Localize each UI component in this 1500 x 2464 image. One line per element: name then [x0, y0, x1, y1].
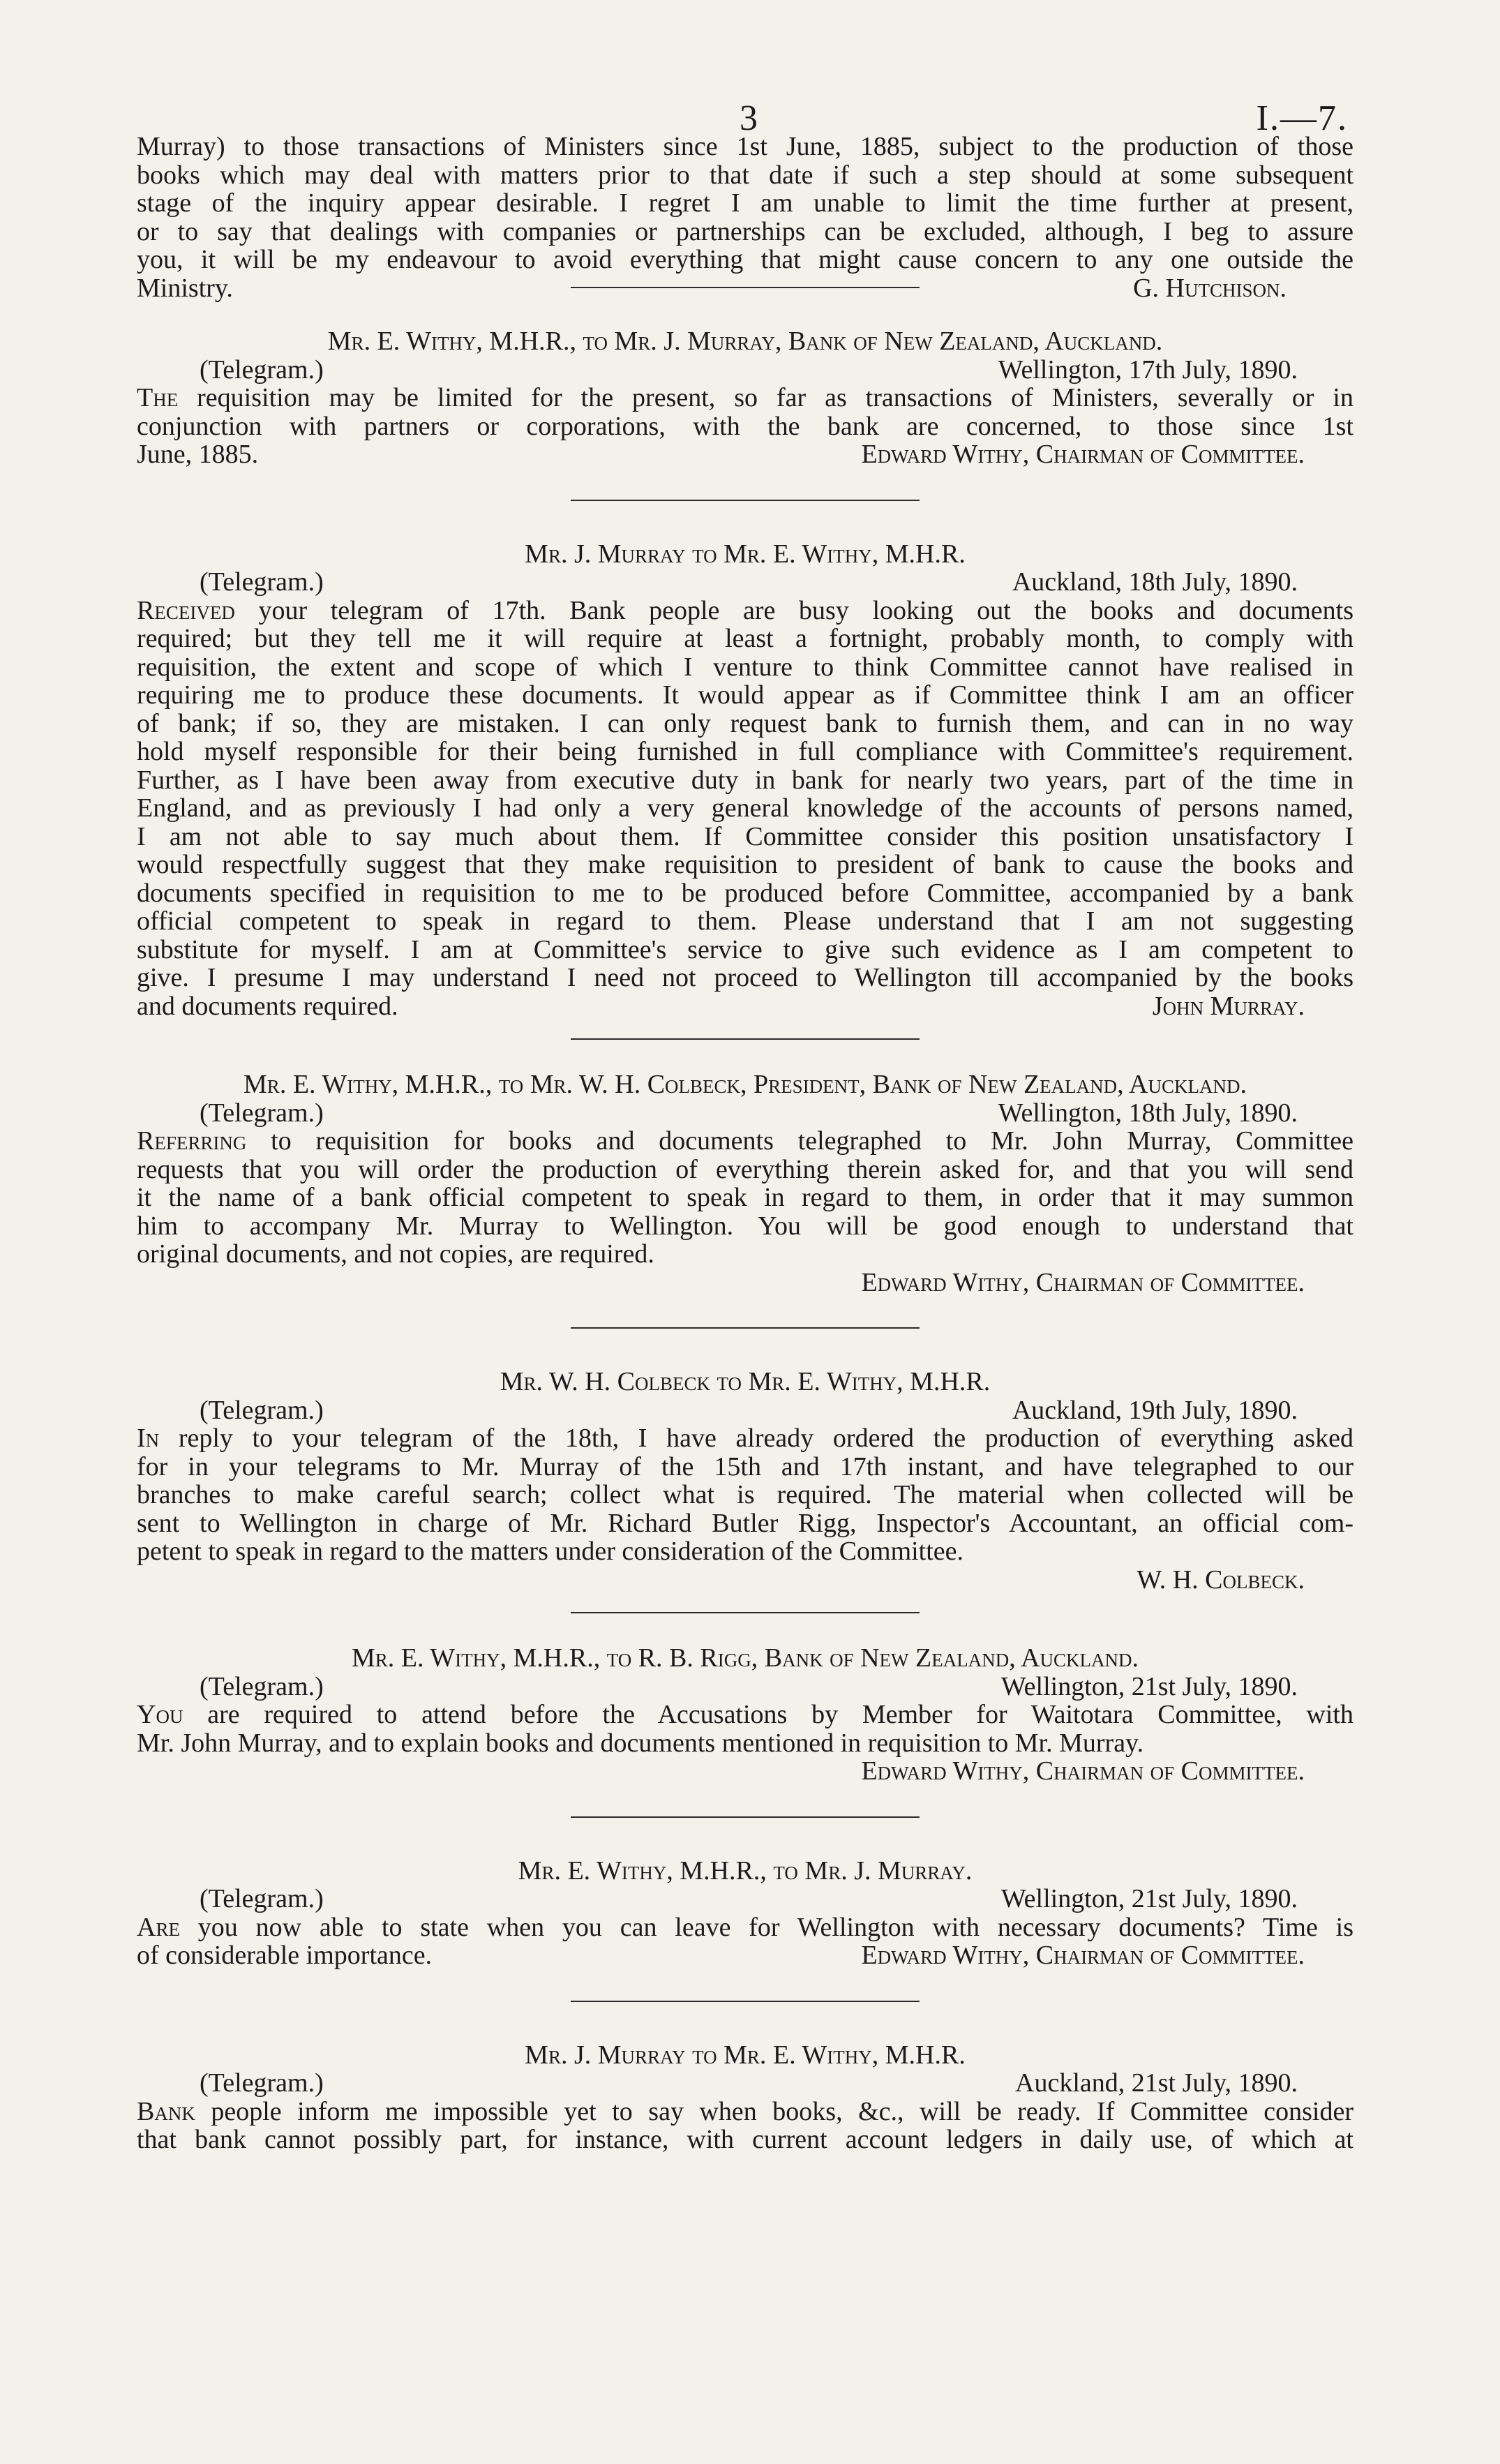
body-line: books which may deal with matters prior to that date if such a step should at some subsequent — [137, 160, 1353, 190]
page-number: 3 — [740, 98, 758, 138]
telegram-type: (Telegram.) — [200, 354, 324, 384]
lead-word: The — [137, 383, 179, 412]
signature: W. H. Colbeck. — [1137, 1565, 1305, 1595]
body-line: of bank; if so, they are mistaken. I can only request bank to furnish them, and can in no way — [137, 708, 1353, 738]
telegram-meta — [137, 356, 1353, 384]
place-date: Wellington, 21st July, 1890. — [1000, 1884, 1298, 1913]
place-date: Auckland, 18th July, 1890. — [1012, 567, 1298, 597]
body-line: requisition, the extent and scope of which I venture to think Committee cannot have realised in — [137, 652, 1353, 682]
lead-word: Received — [137, 595, 235, 625]
body-line — [137, 597, 1353, 625]
body-line: Mr. John Murray, and to explain books and documents mentioned in requisition to Mr. Murray. — [137, 1728, 1144, 1758]
body-line: required; but they tell me it will require at least a fortnight, probably month, to comply with — [137, 624, 1353, 653]
body-text: your telegram of 17th. Bank people are busy looking out the books and documents — [234, 595, 1353, 625]
body-line: conjunction with partners or corporations, with the bank are concerned, to those since 1st — [137, 411, 1353, 441]
document-body — [137, 133, 1353, 2154]
telegram-heading: Mr. E. Withy, M.H.R., to Mr. W. H. Colbeck, President, Bank of New Zealand, Auckland. — [243, 1070, 1247, 1099]
body-line: Further, as I have been away from executive duty in bank for nearly two years, part of the time in — [137, 765, 1353, 795]
telegram-type: (Telegram.) — [200, 1671, 324, 1701]
telegram-meta — [137, 2069, 1353, 2098]
telegram-meta — [137, 1396, 1353, 1425]
telegram-meta — [137, 568, 1353, 597]
lead-word: In — [137, 1424, 160, 1453]
body-line: it the name of a bank official competent to speak in regard to them, in order that it may summon — [137, 1183, 1353, 1212]
telegram — [137, 540, 1353, 1021]
telegram-type: (Telegram.) — [200, 1884, 324, 1913]
body-line: sent to Wellington in charge of Mr. Richard Butler Rigg, Inspector's Accountant, an official com- — [137, 1508, 1353, 1538]
body-line: original documents, and not copies, are required. — [137, 1239, 654, 1269]
signature: Edward Withy, Chairman of Committee. — [861, 1267, 1305, 1297]
body-line — [137, 1127, 1353, 1156]
telegram-meta — [137, 1673, 1353, 1701]
body-line: of considerable importance. — [137, 1941, 433, 1970]
telegram-heading: Mr. E. Withy, M.H.R., to R. B. Rigg, Bank of New Zealand, Auckland. — [351, 1643, 1139, 1673]
body-line: would respectfully suggest that they make requisition to president of bank to cause the books and — [137, 850, 1353, 879]
telegram-heading: Mr. J. Murray to Mr. E. Withy, M.H.R. — [525, 539, 966, 569]
body-line: give. I presume I may understand I need not proceed to Wellington till accompanied by the books — [137, 963, 1353, 992]
telegram — [137, 1368, 1353, 1594]
body-line: that bank cannot possibly part, for instance, with current account ledgers in daily use, of which at — [137, 2125, 1353, 2154]
body-line: for in your telegrams to Mr. Murray of the 15th and 17th instant, and have telegraphed to our — [137, 1451, 1353, 1481]
signature: John Murray. — [1152, 991, 1305, 1021]
body-line: you, it will be my endeavour to avoid everything that might cause concern to any one outside the — [137, 245, 1353, 274]
place-date: Wellington, 17th July, 1890. — [998, 354, 1298, 384]
telegram — [137, 1070, 1353, 1297]
body-line — [137, 384, 1353, 412]
body-line: branches to make careful search; collect what is required. The material when collected will be — [137, 1480, 1353, 1509]
telegram — [137, 1644, 1353, 1786]
body-line — [137, 1424, 1353, 1453]
telegram — [137, 2041, 1353, 2154]
telegram-heading: Mr. W. H. Colbeck to Mr. E. Withy, M.H.R. — [500, 1367, 991, 1396]
telegram-type: (Telegram.) — [200, 567, 324, 597]
body-line: petent to speak in regard to the matters under consideration of the Committee. — [137, 1537, 964, 1566]
body-line: hold myself responsible for their being furnished in full compliance with Committee's requirement. — [137, 737, 1353, 766]
place-date: Auckland, 19th July, 1890. — [1012, 1395, 1298, 1425]
body-line: England, and as previously I had only a very general knowledge of the accounts of persons named, — [137, 793, 1353, 823]
body-line: official competent to speak in regard to them. Please understand that I am not suggesting — [137, 906, 1353, 936]
body-line: documents specified in requisition to me to be produced before Committee, accompanied by a bank — [137, 878, 1353, 908]
signature: Edward Withy, Chairman of Committee. — [861, 1756, 1305, 1786]
telegram-meta — [137, 1099, 1353, 1128]
document-reference: I.—7. — [1256, 98, 1348, 138]
body-text: requisition may be limited for the present, so far as transactions of Ministers, severally or in — [178, 383, 1353, 412]
body-line — [137, 1913, 1353, 1942]
lead-word: Referring — [137, 1126, 247, 1156]
telegram-type: (Telegram.) — [200, 1098, 324, 1128]
signature: G. Hutchison. — [1133, 273, 1287, 303]
closing-line — [137, 440, 1353, 469]
telegram-heading: Mr. E. Withy, M.H.R., to Mr. J. Murray, Bank of New Zealand, Auckland. — [327, 327, 1163, 356]
telegram — [137, 1857, 1353, 1970]
telegram-heading: Mr. E. Withy, M.H.R., to Mr. J. Murray. — [518, 1856, 973, 1886]
body-line: and documents required. — [137, 991, 398, 1021]
body-line — [137, 2098, 1353, 2126]
telegram-meta — [137, 1885, 1353, 1913]
signature: Edward Withy, Chairman of Committee. — [861, 1941, 1305, 1970]
lead-word: Are — [137, 1912, 180, 1942]
body-line: or to say that dealings with companies or partnerships can be excluded, although, I beg to assure — [137, 216, 1353, 246]
body-line: requests that you will order the production of everything therein asked for, and that you will send — [137, 1154, 1353, 1184]
telegram-type: (Telegram.) — [200, 1395, 324, 1425]
body-line: Murray) to those transactions of Ministers since 1st June, 1885, subject to the production of those — [137, 132, 1353, 161]
place-date: Wellington, 18th July, 1890. — [998, 1098, 1298, 1128]
body-line: substitute for myself. I am at Committee's service to give such evidence as I am competent to — [137, 934, 1353, 964]
body-line — [137, 1701, 1353, 1729]
body-text: are required to attend before the Accusations by Member for Waitotara Committee, with — [183, 1700, 1353, 1729]
body-line: requiring me to produce these documents. It would appear as if Committee think I am an officer — [137, 680, 1353, 710]
telegram — [137, 327, 1353, 469]
place-date: Auckland, 21st July, 1890. — [1015, 2068, 1298, 2098]
body-line: I am not able to say much about them. If Committee consider this position unsatisfactory I — [137, 821, 1353, 851]
opening-paragraph — [137, 133, 1353, 302]
body-text: people inform me impossible yet to say when books, &c., will be ready. If Committee consider — [195, 2096, 1353, 2126]
lead-word: You — [137, 1700, 183, 1729]
signature: Edward Withy, Chairman of Committee. — [861, 440, 1305, 469]
body-line: June, 1885. — [137, 440, 259, 469]
body-line: Ministry. — [137, 273, 233, 303]
telegram-heading: Mr. J. Murray to Mr. E. Withy, M.H.R. — [525, 2040, 966, 2070]
body-line: him to accompany Mr. Murray to Wellington. You will be good enough to understand that — [137, 1211, 1353, 1241]
place-date: Wellington, 21st July, 1890. — [1000, 1671, 1298, 1701]
body-text: you now able to state when you can leave for Wellington with necessary documents? Time is — [179, 1912, 1353, 1942]
lead-word: Bank — [137, 2096, 195, 2126]
body-line: stage of the inquiry appear desirable. I regret I am unable to limit the time further at present, — [137, 188, 1353, 218]
telegram-type: (Telegram.) — [200, 2068, 324, 2098]
body-text: to requisition for books and documents telegraphed to Mr. John Murray, Committee — [246, 1126, 1353, 1156]
closing-line — [137, 1941, 1353, 1970]
body-text: reply to your telegram of the 18th, I have already ordered the production of everything asked — [159, 1424, 1353, 1453]
closing-line — [137, 992, 1353, 1021]
